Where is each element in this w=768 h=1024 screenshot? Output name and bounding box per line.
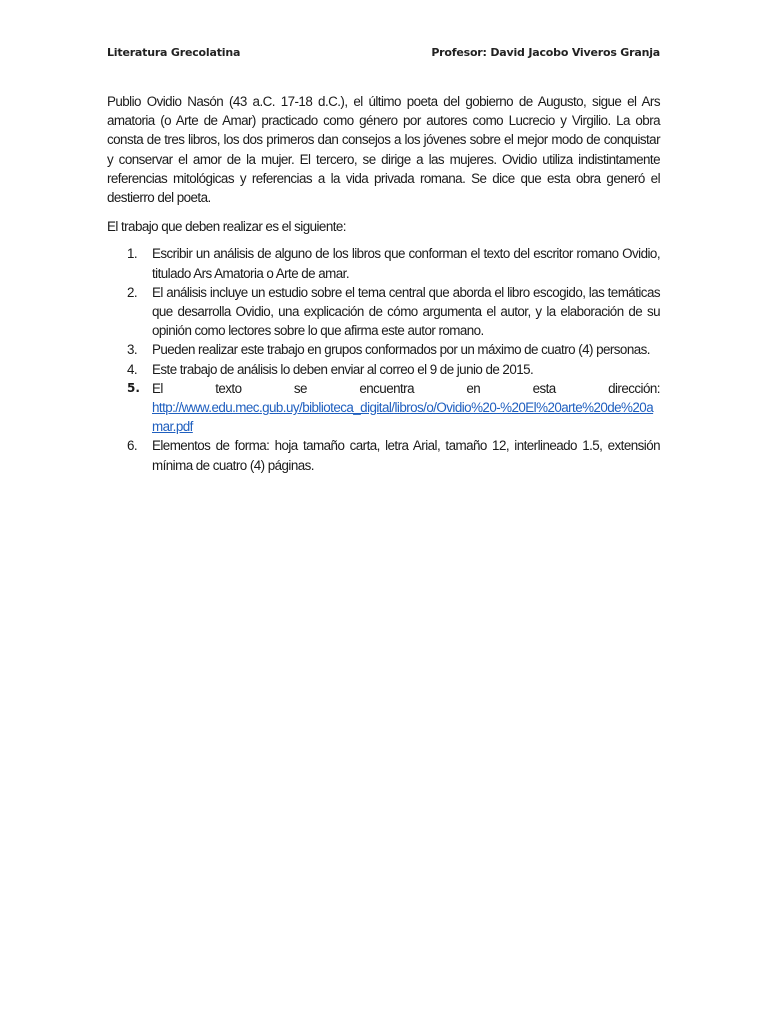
task-number: 2.: [127, 284, 138, 300]
task-number: 6.: [127, 438, 138, 454]
document-body: [107, 92, 660, 475]
task-text: Este trabajo de análisis lo deben enviar al correo el 9 de junio de 2015.: [152, 361, 534, 377]
task-text: [152, 379, 660, 398]
instruction-line: El trabajo que deben realizar es el siguiente:: [107, 219, 346, 235]
task-word: encuentra: [359, 380, 414, 396]
task-word: en: [466, 380, 481, 396]
document-link[interactable]: http://www.edu.mec.gub.uy/biblioteca_digital/libros/o/Ovidio%20-%20El%20arte%20de%20amar.pdf: [152, 400, 654, 435]
task-item-6: [107, 436, 660, 474]
task-item-5: [107, 379, 660, 437]
task-word: texto: [215, 380, 242, 396]
task-item-2: [107, 283, 660, 341]
task-text: Elementos de forma: hoja tamaño carta, letra Arial, tamaño 12, interlineado 1.5, extensión mínima de cuatro (4) páginas.: [152, 438, 660, 473]
course-title: Literatura Grecolatina: [107, 46, 241, 59]
task-item-1: [107, 244, 660, 282]
task-text: Pueden realizar este trabajo en grupos conformados por un máximo de cuatro (4) personas.: [152, 342, 650, 358]
professor-name: Profesor: David Jacobo Viveros Granja: [431, 46, 660, 59]
task-text: El análisis incluye un estudio sobre el tema central que aborda el libro escogido, las temáticas que desarrolla Ovidio, una explicación de cómo argumenta el autor, y la elaboración de su opinión como lectores sobre lo que afirma este autor romano.: [152, 284, 660, 339]
task-word: El: [152, 380, 163, 396]
task-number: 1.: [127, 246, 138, 262]
task-list: [107, 244, 660, 474]
page-header: [107, 46, 660, 66]
task-number: 4.: [127, 361, 138, 377]
task-item-4: [107, 360, 660, 379]
task-text: Escribir un análisis de alguno de los libros que conforman el texto del escritor romano Ovidio, titulado Ars Amatoria o Arte de amar.: [152, 246, 660, 281]
task-number: 5.: [127, 380, 140, 395]
intro-paragraph: Publio Ovidio Nasón (43 a.C. 17-18 d.C.), el último poeta del gobierno de Augusto, sigue el Ars amatoria (o Arte de Amar) practicado como género por autores como Lucrecio y Virgilio. La obra consta de tres libros, los dos primeros dan consejos a los jóvenes sobre el mejor modo de conquistar y conservar el amor de la mujer. El tercero, se dirige a las mujeres. Ovidio utiliza indistintamente referencias mitológicas y referencias a la vida privada romana. Se dice que esta obra generó el destierro del poeta.: [107, 94, 660, 206]
task-word: dirección:: [608, 380, 660, 396]
task-word: se: [293, 380, 307, 396]
task-word: esta: [532, 380, 556, 396]
task-item-3: [107, 340, 660, 359]
task-number: 3.: [127, 342, 138, 358]
